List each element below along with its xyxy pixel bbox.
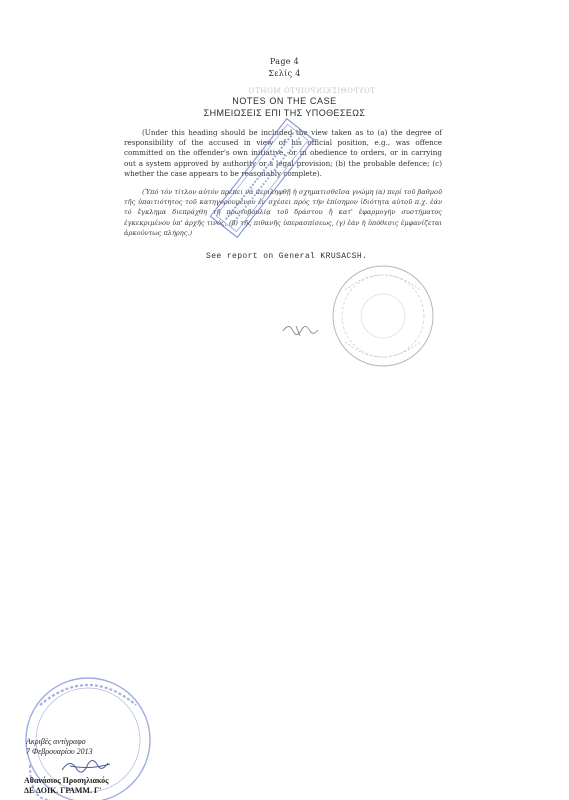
certification-date: 7 Φεβρουαρίου 2013	[26, 747, 93, 756]
center-signature-icon	[283, 326, 318, 336]
page-title: NOTES ON THE CASE	[232, 96, 337, 106]
page-label-gr: Σελίς 4	[268, 69, 301, 78]
official-name: Αθανάσιος Προσηλιακός	[24, 776, 109, 785]
page-subtitle: ΣΗΜΕΙΩΣΕΙΣ ΕΠΙ ΤΗΣ ΥΠΟΘΕΣΕΩΣ	[203, 108, 366, 118]
official-title: ΔΕ ΔΟΙΚ. ΓΡΑΜΜ. Γ'	[24, 786, 102, 795]
page-label-en: Page 4	[269, 57, 300, 66]
instructions-paragraph-en: (Under this heading should be included the view taken as to (a) the degree of responsibility of the accused in view of his official position, e.g., was offence committed on the offender's own initiative, or in obedience to orders, or in carrying out a system approved by authority or s legal provision; (b) the probable defence; (c) whether the case appears to be reasonably complete).	[124, 128, 442, 178]
certification-line-1: Ακριβές αντίγραφο	[26, 737, 86, 746]
typed-note: See report on General KRUSACSH.	[206, 252, 368, 261]
instructions-paragraph-gr: (Ὑπό τόν τίτλον αὐτόν πρέπει νά περιληφθῇ ἡ σχηματισθεῖσα γνώμη (α) περί τοῦ βαθμοῦ τῆς ὑπαιτιότητος τοῦ κατηγορουμένου ἐν σχέσει πρός τήν ἐπίσημον ἰδιότητα αὐτοῦ π.χ. ἐάν τό ἔγκλημα διεπράχθη τῇ πρωτοβουλίᾳ τοῦ δράστου ἤ κατ' ἐφαρμογήν συστήματος ἐγκεκριμένου ὑπ' ἀρχῆς τινός, (β) τῆς πιθανῆς ὑπερασπίσεως, (γ) ἐάν ἡ ὑπόθεσις ἐμφανίζεται ἀρκούντως πλήρης.)	[124, 188, 442, 237]
footer-signature-icon	[62, 760, 110, 772]
bleed-through-text: ΤΟΥΡΟΘΙΣΚΙΝΡΟΙΡΤΟ ΜΟΗΤΟ	[248, 87, 375, 95]
